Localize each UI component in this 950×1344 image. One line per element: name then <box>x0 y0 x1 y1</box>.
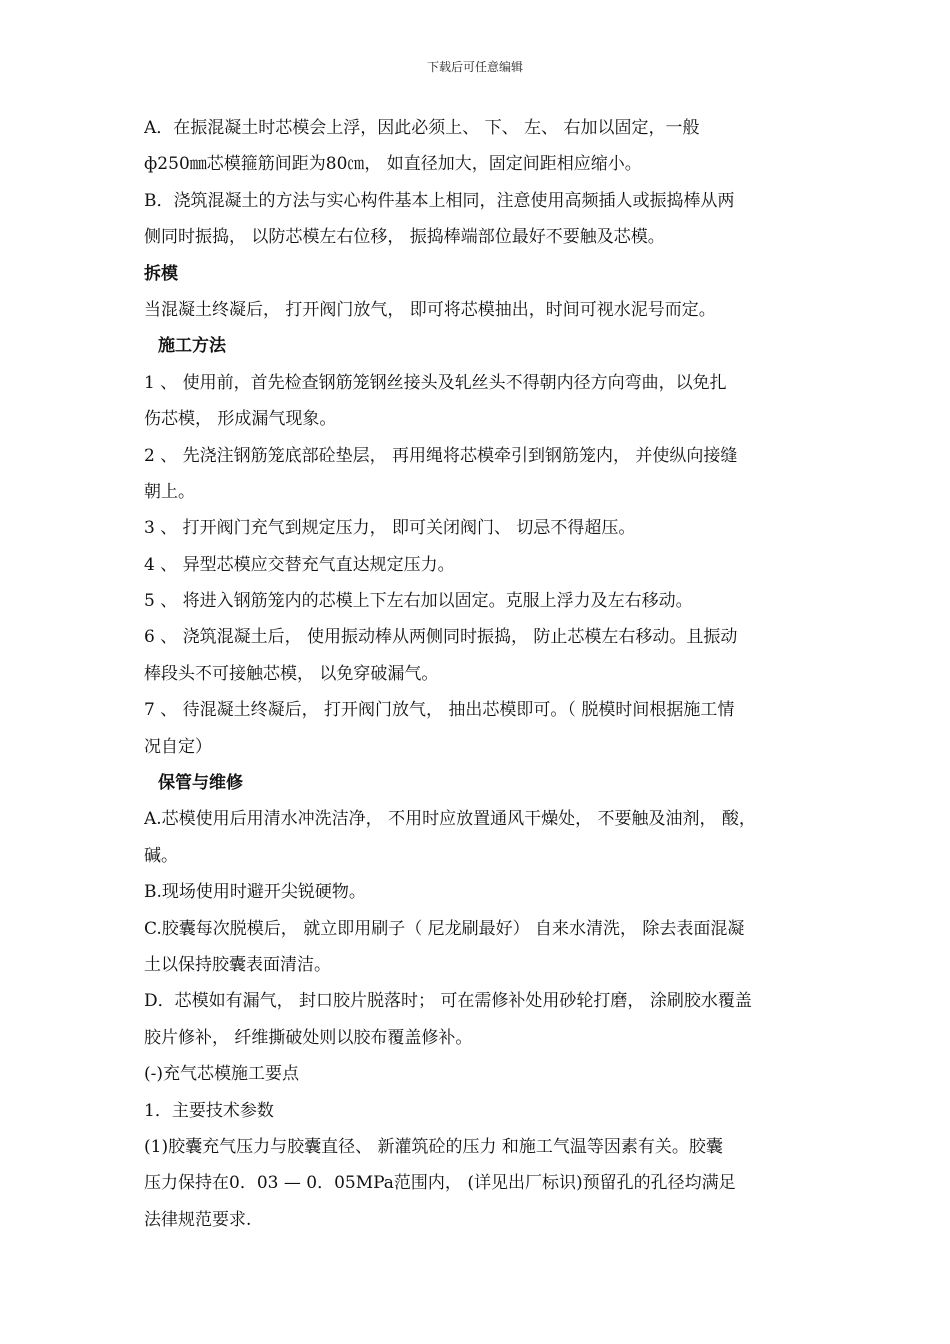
paragraph-line: ф250㎜芯模箍筋间距为80㎝， 如直径加大，固定间距相应缩小。 <box>144 154 642 175</box>
list-item-line: 1 、 使用前，首先检查钢筋笼钢丝接头及轧丝头不得朝内径方向弯曲，以免扎 <box>144 372 727 393</box>
paragraph-line: (1)胶囊充气压力与胶囊直径、 新灌筑砼的压力 和施工气温等因素有关。胶囊 <box>144 1136 723 1157</box>
paragraph-line: 土以保持胶囊表面清洁。 <box>144 954 331 975</box>
paragraph-line: B.现场使用时避开尖锐硬物。 <box>144 882 366 903</box>
paragraph-line: C.胶囊每次脱模后， 就立即用刷子（ 尼龙刷最好） 自来水清洗， 除去表面混凝 <box>144 918 745 939</box>
page-header: 下载后可任意编辑 <box>426 60 523 74</box>
subsection-title: (-)充气芯模施工要点 <box>144 1064 300 1085</box>
subsection-title: 1．主要技术参数 <box>144 1100 274 1121</box>
section-heading-demolding: 拆模 <box>144 263 178 284</box>
paragraph-line: 胶片修补， 纤维撕破处则以胶布覆盖修补。 <box>144 1027 473 1048</box>
list-item-line: 况自定） <box>144 736 212 757</box>
list-item-line: 棒段头不可接触芯模， 以免穿破漏气。 <box>144 663 439 684</box>
list-item-line: 6 、 浇筑混凝土后， 使用振动棒从两侧同时振捣， 防止芯模左右移动。且振动 <box>144 627 738 648</box>
paragraph-line: 压力保持在0．03 — 0．05MPa范围内， (详见出厂标识)预留孔的孔径均满足 <box>144 1173 736 1194</box>
list-item-line: 伤芯模， 形成漏气现象。 <box>144 409 337 430</box>
paragraph-line: 侧同时振捣， 以防芯模左右位移， 振捣棒端部位最好不要触及芯模。 <box>144 227 665 248</box>
list-item-line: 3 、 打开阀门充气到规定压力， 即可关闭阀门、 切忌不得超压。 <box>144 518 636 539</box>
paragraph-line: 当混凝土终凝后， 打开阀门放气， 即可将芯模抽出，时间可视水泥号而定。 <box>144 299 716 320</box>
list-item-line: 5 、 将进入钢筋笼内的芯模上下左右加以固定。克服上浮力及左右移动。 <box>144 591 693 612</box>
section-heading-maintenance: 保管与维修 <box>158 773 243 794</box>
paragraph-line: D．芯模如有漏气， 封口胶片脱落时； 可在需修补处用砂轮打磨， 涂刷胶水覆盖 <box>144 991 752 1012</box>
section-heading-construction-method: 施工方法 <box>158 336 226 357</box>
list-item-line: 7 、 待混凝土终凝后， 打开阀门放气， 抽出芯模即可。（ 脱模时间根据施工情 <box>144 700 735 721</box>
document-body <box>144 110 810 1238</box>
paragraph-line: 碱。 <box>144 845 178 866</box>
list-item-line: 2 、 先浇注钢筋笼底部砼垫层， 再用绳将芯模牵引到钢筋笼内， 并使纵向接缝 <box>144 445 738 466</box>
paragraph-line: B．浇筑混凝土的方法与实心构件基本上相同，注意使用高频插人或振捣棒从两 <box>144 190 735 211</box>
paragraph-line: A.芯模使用后用清水冲洗洁净， 不用时应放置通风干燥处， 不要触及油剂， 酸， <box>144 809 756 830</box>
list-item-line: 4 、 异型芯模应交替充气直达规定压力。 <box>144 554 455 575</box>
paragraph-line: 法律规范要求. <box>144 1209 252 1230</box>
paragraph-line: A．在振混凝土时芯模会上浮，因此必须上、 下、 左、 右加以固定，一般 <box>144 118 700 138</box>
list-item-line: 朝上。 <box>144 481 195 502</box>
